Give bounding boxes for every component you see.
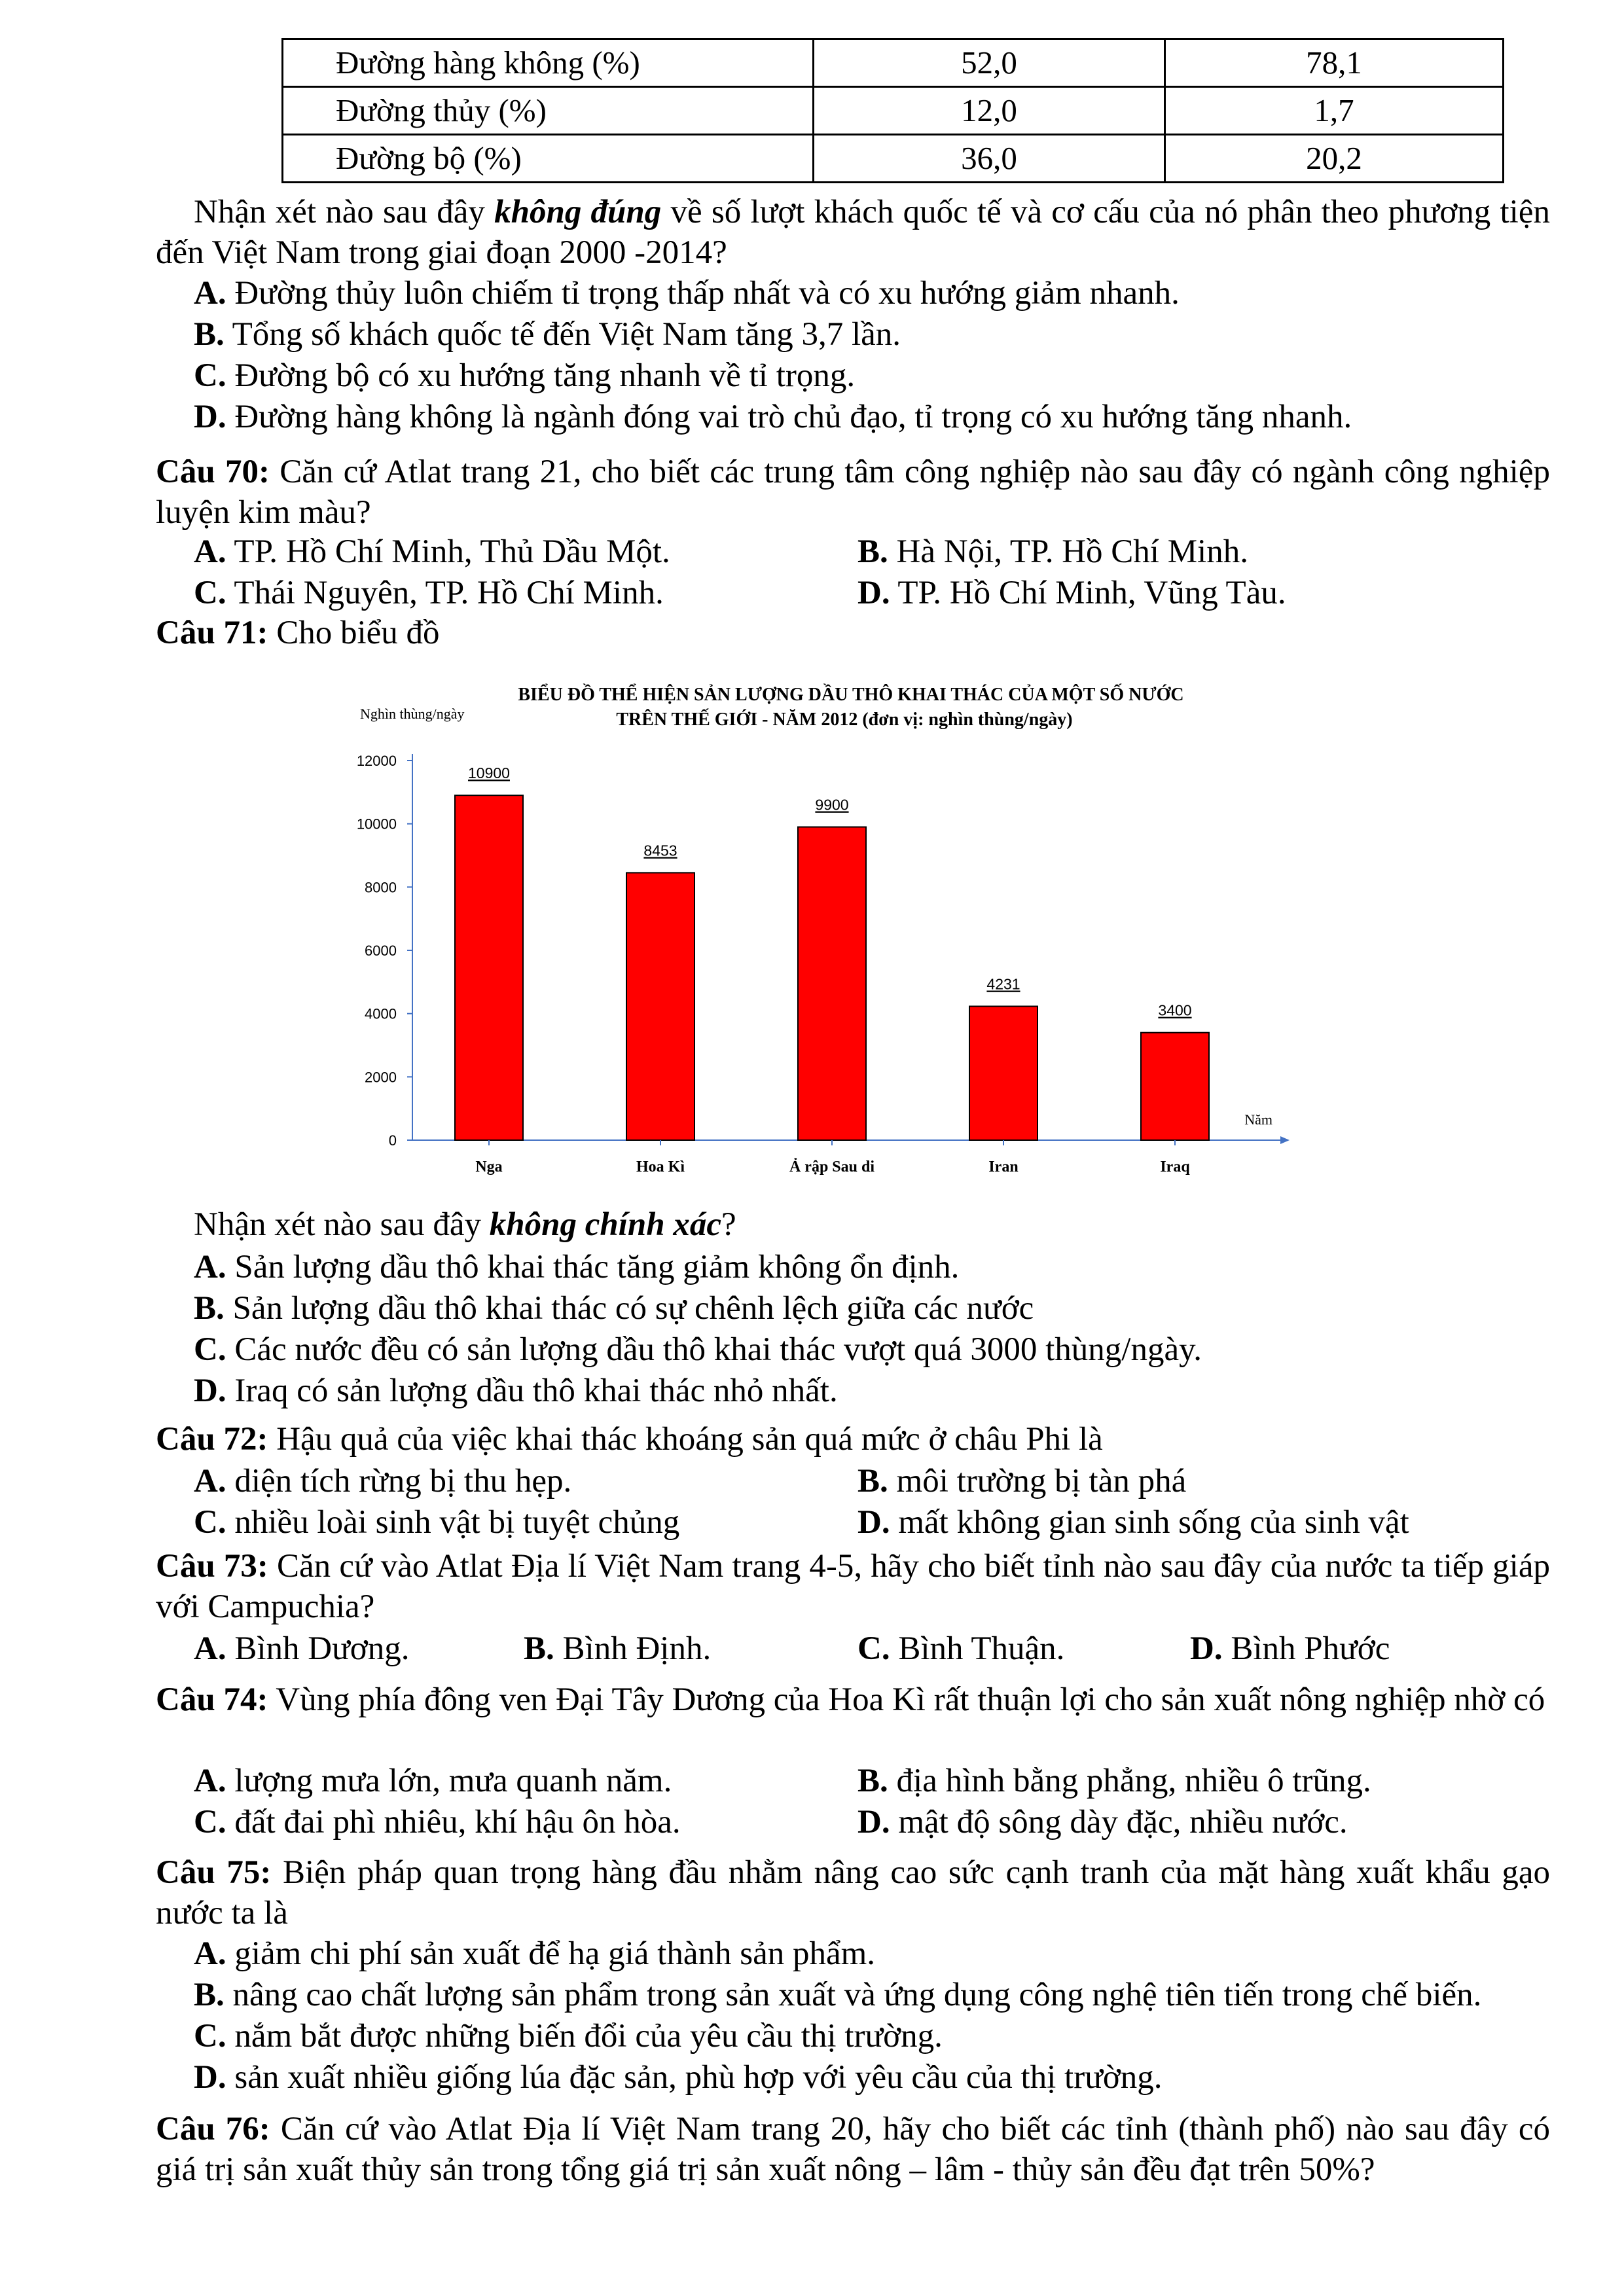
q75-option-b: B. nâng cao chất lượng sản phẩm trong sản xuất và ứng dụng công nghệ tiên tiến trong chế biến. xyxy=(194,1977,1482,2013)
q74-option-c: C. đất đai phì nhiêu, khí hậu ôn hòa. xyxy=(194,1804,681,1840)
y-tick-label: 12000 xyxy=(356,753,397,769)
table-row xyxy=(283,87,1504,135)
x-category-label: Nga xyxy=(475,1158,503,1175)
y-tick-label: 4000 xyxy=(365,1005,397,1022)
table-row xyxy=(283,135,1504,183)
q71-option-c: C. Các nước đều có sản lượng dầu thô khai thác vượt quá 3000 thùng/ngày. xyxy=(194,1331,1202,1368)
q75-option-a: A. giảm chi phí sản xuất để hạ giá thành sản phẩm. xyxy=(194,1935,876,1972)
q74-stem: Câu 74: Vùng phía đông ven Đại Tây Dương của Hoa Kì rất thuận lợi cho sản xuất nông nghiệp nhờ có xyxy=(156,1681,1545,1718)
q70-option-b: B. Hà Nội, TP. Hồ Chí Minh. xyxy=(857,533,1248,570)
y-axis-label: Nghìn thùng/ngày xyxy=(360,706,465,722)
q72-option-a: A. diện tích rừng bị thu hẹp. xyxy=(194,1463,572,1499)
q73-option-a: A. Bình Dương. xyxy=(194,1630,410,1667)
bar-data-label: 8453 xyxy=(643,842,677,859)
table-cell: Đường bộ (%) xyxy=(283,135,814,183)
bar-data-label: 10900 xyxy=(468,764,510,782)
q70-option-a: A. TP. Hồ Chí Minh, Thủ Dầu Một. xyxy=(194,533,670,570)
q73-option-c: C. Bình Thuận. xyxy=(857,1630,1065,1667)
q73-option-d: D. Bình Phước xyxy=(1190,1630,1390,1667)
q69-option-b: B. Tổng số khách quốc tế đến Việt Nam tăng 3,7 lần. xyxy=(194,316,901,353)
bar-data-label: 4231 xyxy=(986,975,1020,993)
bar-chart-svg xyxy=(340,674,1309,1191)
q71-option-b: B. Sản lượng dầu thô khai thác có sự chênh lệch giữa các nước xyxy=(194,1290,1034,1327)
x-axis-arrow xyxy=(1280,1136,1290,1144)
q69-stem: Nhận xét nào sau đây không đúng về số lượt khách quốc tế và cơ cấu của nó phân theo phương tiện đến Việt Nam trong giai đoạn 2000 -2014? xyxy=(156,194,1550,271)
y-tick-label: 0 xyxy=(388,1132,397,1149)
table-cell: Đường thủy (%) xyxy=(283,87,814,135)
q75-option-c: C. nắm bắt được những biến đổi của yêu cầu thị trường. xyxy=(194,2018,943,2054)
x-category-label: Ả rập Sau di xyxy=(789,1158,875,1175)
table-cell: 20,2 xyxy=(1165,135,1504,183)
q70-option-c: C. Thái Nguyên, TP. Hồ Chí Minh. xyxy=(194,575,664,611)
transport-table xyxy=(281,38,1504,183)
q75-option-d: D. sản xuất nhiều giống lúa đặc sản, phù hợp với yêu cầu của thị trường. xyxy=(194,2059,1163,2096)
q73-option-b: B. Bình Định. xyxy=(524,1630,712,1667)
q71-stem: Câu 71: Cho biểu đồ xyxy=(156,615,440,651)
table-cell: 12,0 xyxy=(814,87,1165,135)
q72-stem: Câu 72: Hậu quả của việc khai thác khoáng sản quá mức ở châu Phi là xyxy=(156,1421,1103,1458)
q72-option-b: B. môi trường bị tàn phá xyxy=(857,1463,1187,1499)
x-axis-label: Năm xyxy=(1244,1111,1272,1128)
q72-option-c: C. nhiều loài sinh vật bị tuyệt chủng xyxy=(194,1504,680,1541)
y-tick-label: 10000 xyxy=(356,816,397,833)
table-cell: Đường hàng không (%) xyxy=(283,39,814,87)
q69-option-a: A. Đường thủy luôn chiếm tỉ trọng thấp nhất và có xu hướng giảm nhanh. xyxy=(194,275,1180,312)
table-cell: 52,0 xyxy=(814,39,1165,87)
q71-option-d: D. Iraq có sản lượng dầu thô khai thác nhỏ nhất. xyxy=(194,1372,838,1409)
q69-option-d: D. Đường hàng không là ngành đóng vai trò chủ đạo, tỉ trọng có xu hướng tăng nhanh. xyxy=(194,399,1352,435)
table-cell: 1,7 xyxy=(1165,87,1504,135)
q74-option-b: B. địa hình bằng phẳng, nhiều ô trũng. xyxy=(857,1763,1371,1799)
bar-data-label: 9900 xyxy=(815,796,849,814)
q76-stem: Câu 76: Căn cứ vào Atlat Địa lí Việt Nam trang 20, hãy cho biết các tỉnh (thành phố) nào sau đây có giá trị sản xuất thủy sản trong tổng giá trị sản xuất nông – lâm - thủy sản đều đạt trên 50%? xyxy=(156,2111,1550,2188)
bar xyxy=(626,872,695,1140)
y-tick-label: 6000 xyxy=(365,942,397,959)
bar xyxy=(969,1007,1038,1140)
q74-option-a: A. lượng mưa lớn, mưa quanh năm. xyxy=(194,1763,672,1799)
x-category-label: Iraq xyxy=(1160,1158,1190,1175)
q74-option-d: D. mật độ sông dày đặc, nhiều nước. xyxy=(857,1804,1348,1840)
y-tick-label: 8000 xyxy=(365,879,397,896)
q71-question: Nhận xét nào sau đây không chính xác? xyxy=(194,1206,736,1243)
oil-production-chart xyxy=(340,674,1309,1191)
x-category-label: Iran xyxy=(988,1158,1019,1175)
y-tick-label: 2000 xyxy=(365,1069,397,1086)
q71-option-a: A. Sản lượng dầu thô khai thác tăng giảm không ổn định. xyxy=(194,1249,960,1285)
q75-stem: Câu 75: Biện pháp quan trọng hàng đầu nhằm nâng cao sức cạnh tranh của mặt hàng xuất khẩu gạo nước ta là xyxy=(156,1854,1550,1931)
q72-option-d: D. mất không gian sinh sống của sinh vật xyxy=(857,1504,1409,1541)
table-cell: 78,1 xyxy=(1165,39,1504,87)
table-cell: 36,0 xyxy=(814,135,1165,183)
q70-stem: Câu 70: Căn cứ Atlat trang 21, cho biết các trung tâm công nghiệp nào sau đây có ngành công nghiệp luyện kim màu? xyxy=(156,454,1550,531)
chart-title-line2: TRÊN THẾ GIỚI - NĂM 2012 (đơn vị: nghìn thùng/ngày) xyxy=(616,709,1073,730)
x-category-label: Hoa Kì xyxy=(636,1158,685,1175)
bar xyxy=(798,827,866,1141)
q73-stem: Câu 73: Căn cứ vào Atlat Địa lí Việt Nam trang 4-5, hãy cho biết tỉnh nào sau đây của nước ta tiếp giáp với Campuchia? xyxy=(156,1548,1550,1625)
bar-data-label: 3400 xyxy=(1158,1001,1192,1019)
bar xyxy=(1141,1033,1209,1140)
q69-option-c: C. Đường bộ có xu hướng tăng nhanh về tỉ trọng. xyxy=(194,357,856,394)
chart-title-line1: BIỂU ĐỒ THỂ HIỆN SẢN LƯỢNG DẦU THÔ KHAI THÁC CỦA MỘT SỐ NƯỚC xyxy=(518,685,1184,705)
table-row xyxy=(283,39,1504,87)
q70-option-d: D. TP. Hồ Chí Minh, Vũng Tàu. xyxy=(857,575,1286,611)
bar xyxy=(455,795,523,1140)
